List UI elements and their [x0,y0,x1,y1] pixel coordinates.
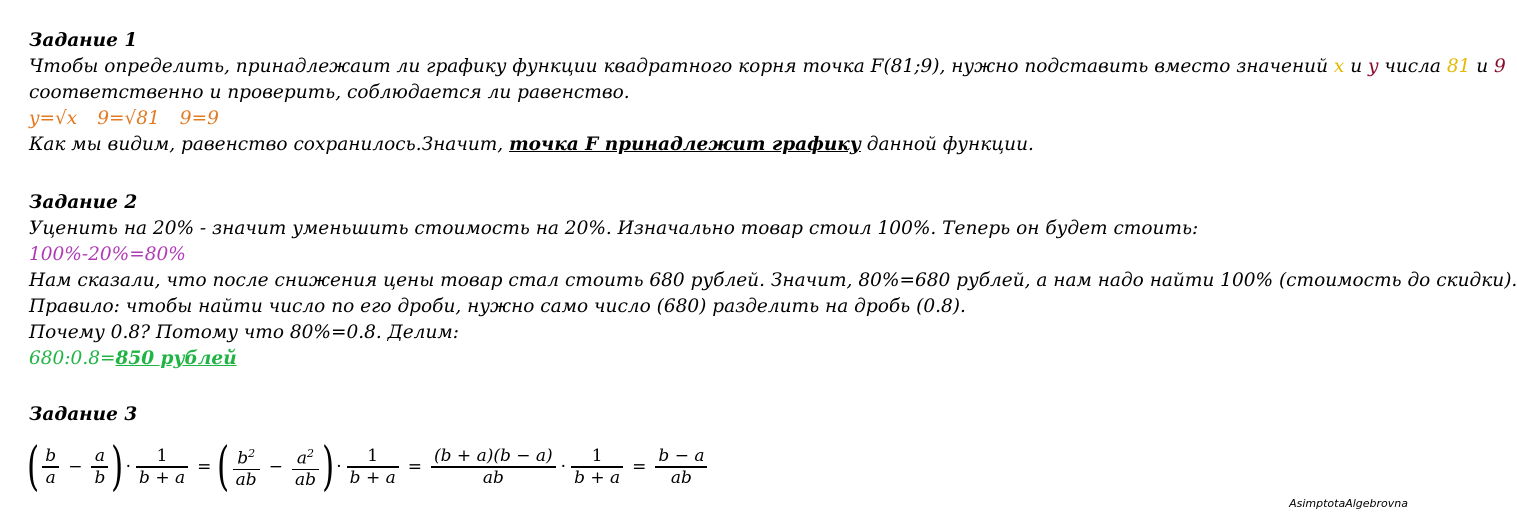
fraction-a2-over-ab: $\frac{a^2}{ab}$ [292,444,319,490]
answer-bold: 850 рублей [115,348,237,369]
task2-title: Задание 2 [29,192,138,213]
conclusion-text-a: Как мы видим, равенство сохранилось.Значит, [29,134,510,155]
task2-line-2: 100%-20%=80% [29,244,186,265]
fraction-result: $\frac{b - a}{ab}$ [655,446,707,487]
conclusion-text-b: данной функции. [860,134,1034,155]
left-paren: ( [27,437,40,497]
and-text: и [1344,56,1368,77]
watermark: AsimptotaAlgebrovna [1289,497,1408,510]
task3-formula: ( $\frac{b}{a}$ − $\frac{a}{b}$ ) · $\frac{1}{b + a}$ = ( $\frac{b^2}{ab}$ − $\frac{a^2}{ab}$ ) · $\frac{1}{b + a}$ = $\frac{(b + a)(b - a)}{ab}$ · $\frac{1}{b + a}$ = $\frac{b - a}{ab}$ [27,441,710,493]
answer-expression: 680:0.8= [29,348,116,369]
task1-equations [29,106,1399,132]
fraction-a-over-b: $\frac{a}{b}$ [91,446,108,487]
equation-1: y=√x [29,108,78,129]
fraction-1-over-b-plus-a: $\frac{1}{b + a}$ [571,446,623,487]
task2-line-5: Почему 0.8? Потому что 80%=0.8. Делим: [29,322,459,343]
task2-answer [29,346,1399,372]
task3-title: Задание 3 [29,404,138,425]
left-paren: ( [217,437,230,497]
document-body [29,28,1517,428]
right-paren: ) [111,437,124,497]
conclusion-bold: точка F принадлежит графику [509,134,861,155]
task2-line-4: Правило: чтобы найти число по его дроби, нужно само число (680) разделить на дробь (0.8). [29,296,966,317]
task2-line-1: Уценить на 20% - значит уменьшить стоимость на 20%. Изначально товар стоил 100%. Теперь он будет стоить: [29,218,1199,239]
and-text: и [1470,56,1495,77]
number-81: 81 [1446,56,1471,77]
var-y: y [1368,56,1379,77]
fraction-b-over-a: $\frac{b}{a}$ [42,446,59,487]
task1-paragraph-1 [29,54,1506,80]
fraction-1-over-b-plus-a: $\frac{1}{b + a}$ [136,446,188,487]
task2-line-3: Нам сказали, что после снижения цены товар стал стоить 680 рублей. Значит, 80%=680 рублей, а нам надо найти 100% (стоимость до скидки). [29,270,1517,291]
equation-3: 9=9 [179,108,219,129]
equation-2: 9=√81 [97,108,160,129]
task1-conclusion [29,132,1399,158]
fraction-b2-over-ab: $\frac{b^2}{ab}$ [233,444,260,490]
task1-title: Задание 1 [29,30,138,51]
var-x: x [1333,56,1345,77]
right-paren: ) [322,437,335,497]
task1-text-b: числа [1378,56,1447,77]
task1-text-a: Чтобы определить, принадлежаит ли графику функции квадратного корня точка F(81;9), нужно подставить вместо значений [29,56,1334,77]
fraction-1-over-b-plus-a: $\frac{1}{b + a}$ [347,446,399,487]
fraction-product-over-ab: $\frac{(b + a)(b - a)}{ab}$ [431,446,556,487]
task1-paragraph-2: соответственно и проверить, соблюдается ли равенство. [29,82,630,103]
number-9: 9 [1494,56,1506,77]
